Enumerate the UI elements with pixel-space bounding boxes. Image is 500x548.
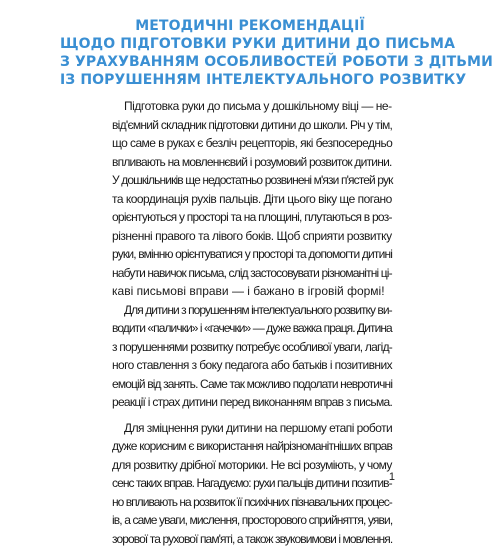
document-body (112, 97, 392, 548)
page-title (60, 17, 440, 89)
paragraph-2 (112, 301, 392, 412)
text-line: водити «палички» і «гачечки» — дуже важка праця. Дитина (112, 319, 392, 338)
text-line: Для дитини з порушенням інтелектуального розвитку ви- (112, 301, 392, 320)
text-line: сенс таких вправ. Нагадуємо: рухи пальців дитини позитив- (112, 474, 392, 493)
text-line: емоцій від занять. Саме так можливо подолати невротичні (112, 375, 392, 394)
text-line: впливають на мовленнєвий і розумовий розвиток дитини. (112, 153, 392, 172)
text-line: дуже корисним є використання найрізноманітніших вправ (112, 437, 392, 456)
paragraph-gap (112, 412, 392, 419)
page-number: 1 (389, 471, 395, 483)
text-line: Підготовка руки до письма у дошкільному віці — не- (112, 97, 392, 116)
text-line: від'ємний складник підготовки дитини до школи. Річ у тім, (112, 116, 392, 135)
title-line: З УРАХУВАННЯМ ОСОБЛИВОСТЕЙ РОБОТИ З ДІТЬМИ (60, 53, 440, 71)
text-line: ного ставлення з боку педагога або батьків і позитивних (112, 356, 392, 375)
text-line: ів, а саме уваги, мислення, просторового сприйняття, уяви, (112, 511, 392, 530)
text-line: Для зміцнення руки дитини на першому етапі роботи (112, 419, 392, 438)
text-line: зорової та рухової пам'яті, а також звуковимови і мовлення. (112, 530, 392, 548)
title-line: ЩОДО ПІДГОТОВКИ РУКИ ДИТИНИ ДО ПИСЬМА (60, 35, 440, 53)
paragraph-1 (112, 97, 392, 301)
text-line: для розвитку дрібної моторики. Не всі розуміють, у чому (112, 456, 392, 475)
text-line: різненні правого та лівого боків. Щоб сприяти розвитку (112, 227, 392, 246)
text-line: набути навичок письма, слід застосовувати різноманітні ці- (112, 264, 392, 283)
text-line: з порушеннями розвитку потребує особливої уваги, лагід- (112, 338, 392, 357)
text-line: каві письмові вправи — і бажано в ігровій формі! (112, 282, 392, 301)
text-line: но впливають на розвиток її психічних пізнавальних процес- (112, 493, 392, 512)
title-line: ІЗ ПОРУШЕННЯМ ІНТЕЛЕКТУАЛЬНОГО РОЗВИТКУ (60, 71, 440, 89)
text-line: руки, вмінню орієнтуватися у просторі та допомогти дитині (112, 245, 392, 264)
text-line: реакції і страх дитини перед виконанням вправ з письма. (112, 393, 392, 412)
paragraph-3 (112, 419, 392, 548)
text-line: орієнтуються у просторі та на площині, плутаються в роз- (112, 208, 392, 227)
text-line: та координація рухів пальців. Діти цього віку ще погано (112, 190, 392, 209)
text-line: що саме в руках є безліч рецепторів, які безпосередньо (112, 134, 392, 153)
text-line: У дошкільників ще недостатньо розвинені м'язи п'ястей рук (112, 171, 392, 190)
title-line: МЕТОДИЧНІ РЕКОМЕНДАЦІЇ (60, 17, 440, 35)
